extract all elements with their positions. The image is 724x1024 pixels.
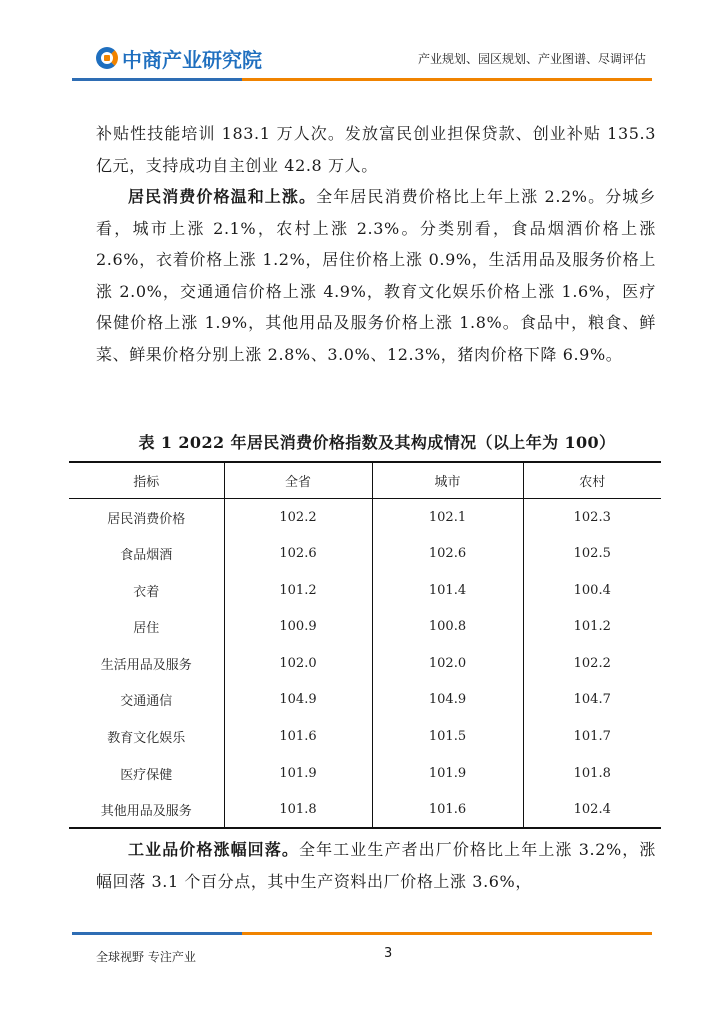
logo-mark-icon xyxy=(96,47,118,69)
body-text-top xyxy=(96,118,656,370)
cell-urban: 102.1 xyxy=(372,499,523,536)
cell-rural: 101.8 xyxy=(523,755,661,792)
table-row xyxy=(69,718,661,755)
cell-urban: 102.6 xyxy=(372,535,523,572)
header-rural: 农村 xyxy=(523,462,661,499)
cell-rural: 101.7 xyxy=(523,718,661,755)
cell-urban: 104.9 xyxy=(372,682,523,719)
cell-indicator: 生活用品及服务 xyxy=(100,657,192,673)
cell-rural: 102.4 xyxy=(523,791,661,828)
paragraph-training: 补贴性技能培训 183.1 万人次。发放富民创业担保贷款、创业补贴 135.3 亿元，支持成功自主创业 42.8 万人。 xyxy=(96,124,656,175)
cell-province: 102.6 xyxy=(224,535,372,572)
cell-province: 102.2 xyxy=(224,499,372,536)
paragraph-cpi-lead: 居民消费价格温和上涨。 xyxy=(128,187,317,206)
table-row xyxy=(69,499,661,536)
cell-urban: 101.6 xyxy=(372,791,523,828)
table-header-row xyxy=(69,462,661,499)
paragraph-ppi xyxy=(96,834,656,897)
header-divider-blue xyxy=(72,78,242,81)
table-row xyxy=(69,645,661,682)
cell-rural: 104.7 xyxy=(523,682,661,719)
table-row xyxy=(69,572,661,609)
footer-divider-orange xyxy=(242,932,652,935)
cell-indicator: 其他用品及服务 xyxy=(100,803,192,819)
header-tagline: 产业规划、园区规划、产业图谱、尽调评估 xyxy=(417,52,646,66)
table-row xyxy=(69,755,661,792)
cell-province: 104.9 xyxy=(224,682,372,719)
cell-rural: 101.2 xyxy=(523,608,661,645)
cell-urban: 101.9 xyxy=(372,755,523,792)
cell-indicator: 教育文化娱乐 xyxy=(107,730,186,746)
cell-indicator: 衣着 xyxy=(133,584,160,600)
body-text-bottom xyxy=(96,834,656,897)
cell-province: 101.2 xyxy=(224,572,372,609)
header-province: 全省 xyxy=(224,462,372,499)
cell-province: 102.0 xyxy=(224,645,372,682)
cell-indicator: 交通通信 xyxy=(120,694,173,710)
page-number: 3 xyxy=(384,946,393,961)
cell-province: 101.9 xyxy=(224,755,372,792)
page-header xyxy=(0,0,724,90)
table-row xyxy=(69,608,661,645)
cpi-table xyxy=(69,461,661,829)
cell-indicator: 居民消费价格 xyxy=(107,511,186,527)
cell-urban: 101.5 xyxy=(372,718,523,755)
header-indicator: 指标 xyxy=(133,475,160,491)
header-divider-orange xyxy=(242,78,652,81)
logo-text: 中商产业研究院 xyxy=(122,47,262,72)
table-row xyxy=(69,535,661,572)
table-row xyxy=(69,682,661,719)
header-urban: 城市 xyxy=(372,462,523,499)
cell-rural: 100.4 xyxy=(523,572,661,609)
cell-province: 101.6 xyxy=(224,718,372,755)
footer-divider-blue xyxy=(72,932,242,935)
cell-province: 101.8 xyxy=(224,791,372,828)
company-logo xyxy=(96,44,262,72)
table-caption: 表 1 2022 年居民消费价格指数及其构成情况（以上年为 100） xyxy=(138,433,616,452)
table-row xyxy=(69,791,661,828)
footer-slogan: 全球视野 专注产业 xyxy=(96,950,196,964)
cell-rural: 102.5 xyxy=(523,535,661,572)
cell-indicator: 居住 xyxy=(133,621,160,637)
cell-province: 100.9 xyxy=(224,608,372,645)
cell-urban: 100.8 xyxy=(372,608,523,645)
cell-indicator: 医疗保健 xyxy=(120,767,173,783)
paragraph-ppi-lead: 工业品价格涨幅回落。 xyxy=(128,840,299,859)
paragraph-cpi-text: 全年居民消费价格比上年上涨 2.2%。分城乡看，城市上涨 2.1%，农村上涨 2.3%。分类别看，食品烟酒价格上涨 2.6%，衣着价格上涨 1.2%，居住价格上涨 0.9%，生活用品及服务价格上涨 2.0%，交通通信价格上涨 4.9%，教育文化娱乐价格上涨 1.6%，医疗保健价格上涨 1.9%，其他用品及服务价格上涨 1.8%。食品中，粮食、鲜菜、鲜果价格分别上涨 2.8%、3.0%、12.3%，猪肉价格下降 6.9%。 xyxy=(96,187,656,364)
cell-indicator: 食品烟酒 xyxy=(120,547,173,563)
cell-rural: 102.3 xyxy=(523,499,661,536)
cell-urban: 101.4 xyxy=(372,572,523,609)
cell-rural: 102.2 xyxy=(523,645,661,682)
paragraph-cpi xyxy=(96,181,656,370)
cell-urban: 102.0 xyxy=(372,645,523,682)
paragraph-ppi-text: 全年工业生产者出厂价格比上年上涨 3.2%，涨幅回落 3.1 个百分点，其中生产资料出厂价格上涨 3.6%， xyxy=(96,840,656,891)
